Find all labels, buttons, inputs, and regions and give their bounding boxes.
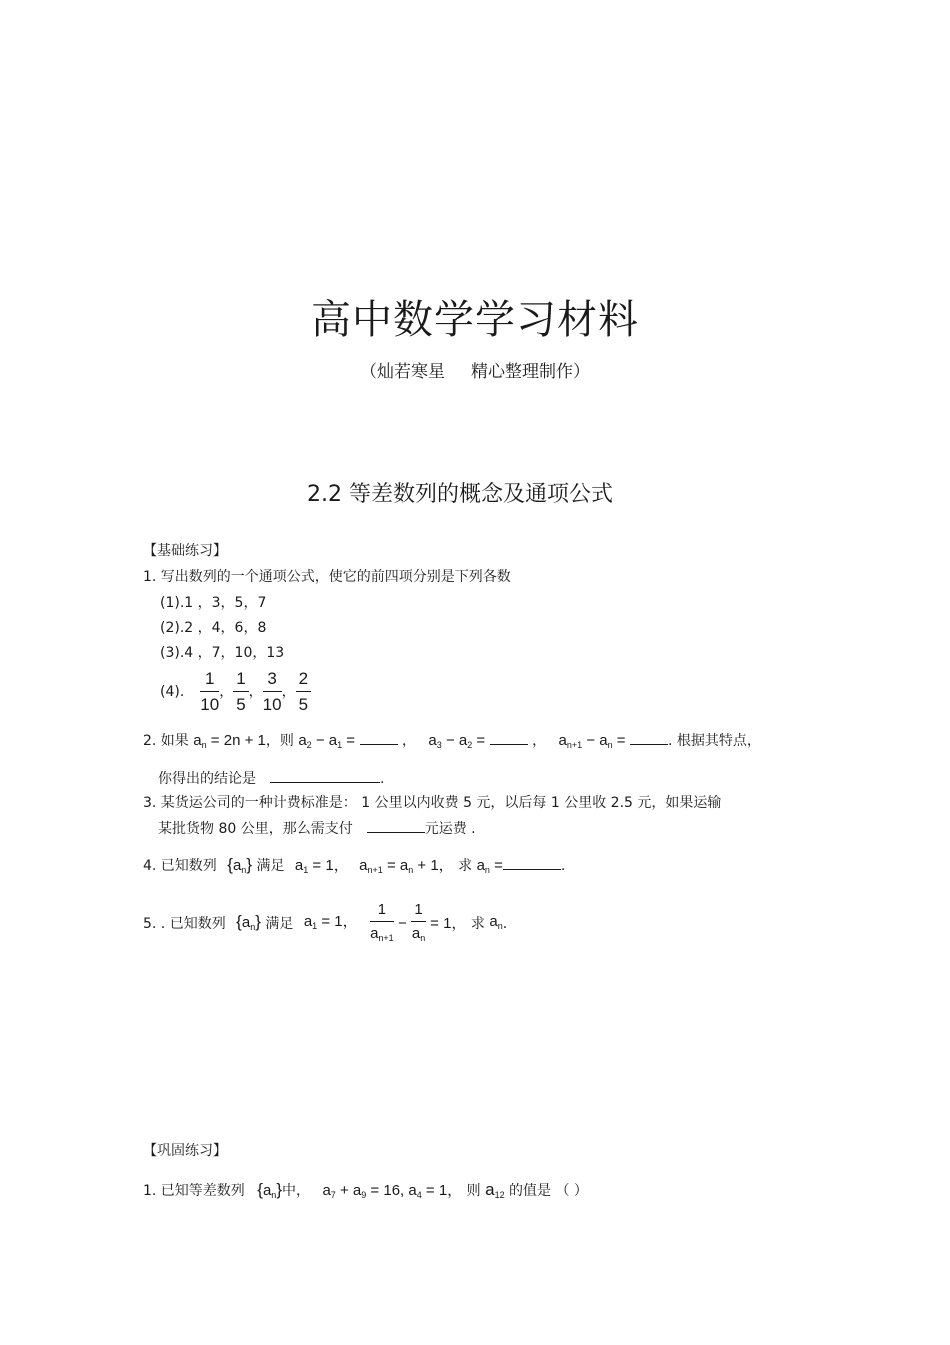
question-5: 5. . 已知数列 $\{a_n\}$ 满足 $a_1 = 1$， $\frac{1}{a_{n+1}}$ − $\frac{1}{a_n}$ = 1， 求 $a_n$.: [143, 900, 507, 954]
section-title: 2.2 等差数列的概念及通项公式: [307, 482, 613, 507]
fraction: $\frac{1}{10}$: [200, 669, 220, 714]
answer-blank[interactable]: [630, 731, 668, 745]
fraction: $\frac{1}{a_{n+1}}$: [370, 901, 394, 943]
document-title: 高中数学学习材料: [311, 297, 639, 343]
answer-blank[interactable]: [360, 731, 398, 745]
answer-blank[interactable]: [490, 731, 528, 745]
basic-practice-heading: 【基础练习】: [143, 543, 227, 559]
answer-blank[interactable]: [367, 819, 425, 833]
fraction: $\frac{2}{5}$: [296, 668, 311, 716]
consolidate-question-1: 1. 已知等差数列 $\{a_n\}$中， $a_7 + a_9 = 16$, $a_4 = 1$， 则 $a_{12}$ 的值是 （ ）: [143, 1180, 588, 1200]
question-1-part-3: (3).4 ，7，10，13: [160, 645, 285, 661]
answer-blank[interactable]: [503, 856, 561, 870]
question-3-line-1: 3. 某货运公司的一种计费标准是： 1 公里以内收费 5 元，以后每 1 公里收 2.5 元，如果运输: [143, 795, 722, 811]
subtitle-left: （灿若寒星: [360, 362, 445, 382]
fraction: $\frac{1}{a_n}$: [411, 901, 426, 943]
question-1-part-2: (2).2 ，4，6，8: [160, 620, 267, 636]
fraction: $\frac{1}{5}$: [233, 668, 248, 716]
consolidate-practice-heading: 【巩固练习】: [143, 1143, 227, 1159]
fraction: $\frac{3}{10}$: [262, 669, 282, 714]
subtitle-right: 精心整理制作）: [471, 362, 590, 382]
question-2-line-2: 你得出的结论是 .: [158, 771, 385, 787]
part-4-label: (4).: [160, 684, 185, 700]
question-1-part-1: (1).1 ，3，5，7: [160, 595, 267, 611]
question-2-line-1: 2. 如果 $a_n = 2n + 1$，则 $a_2 - a_1$ = ， $a_3 - a_2$ = ， $a_{n+1} - a_n$ = . 根据其特点，: [143, 732, 761, 750]
document-subtitle: [0, 357, 950, 382]
answer-blank[interactable]: [270, 769, 380, 783]
question-1-text: 1. 写出数列的一个通项公式，使它的前四项分别是下列各数: [143, 569, 511, 585]
question-4: 4. 已知数列 $\{a_n\}$ 满足 $a_1 = 1$， $a_{n+1} = a_n + 1$， 求 $a_n$ = .: [143, 855, 566, 875]
question-1-part-4: (4). $\frac{1}{10}$ ， $\frac{1}{5}$ ， $\frac{3}{10}$ ， $\frac{2}{5}$: [160, 668, 311, 718]
question-3-line-2: 某批货物 80 公里，那么需支付 元运费 .: [158, 821, 476, 837]
